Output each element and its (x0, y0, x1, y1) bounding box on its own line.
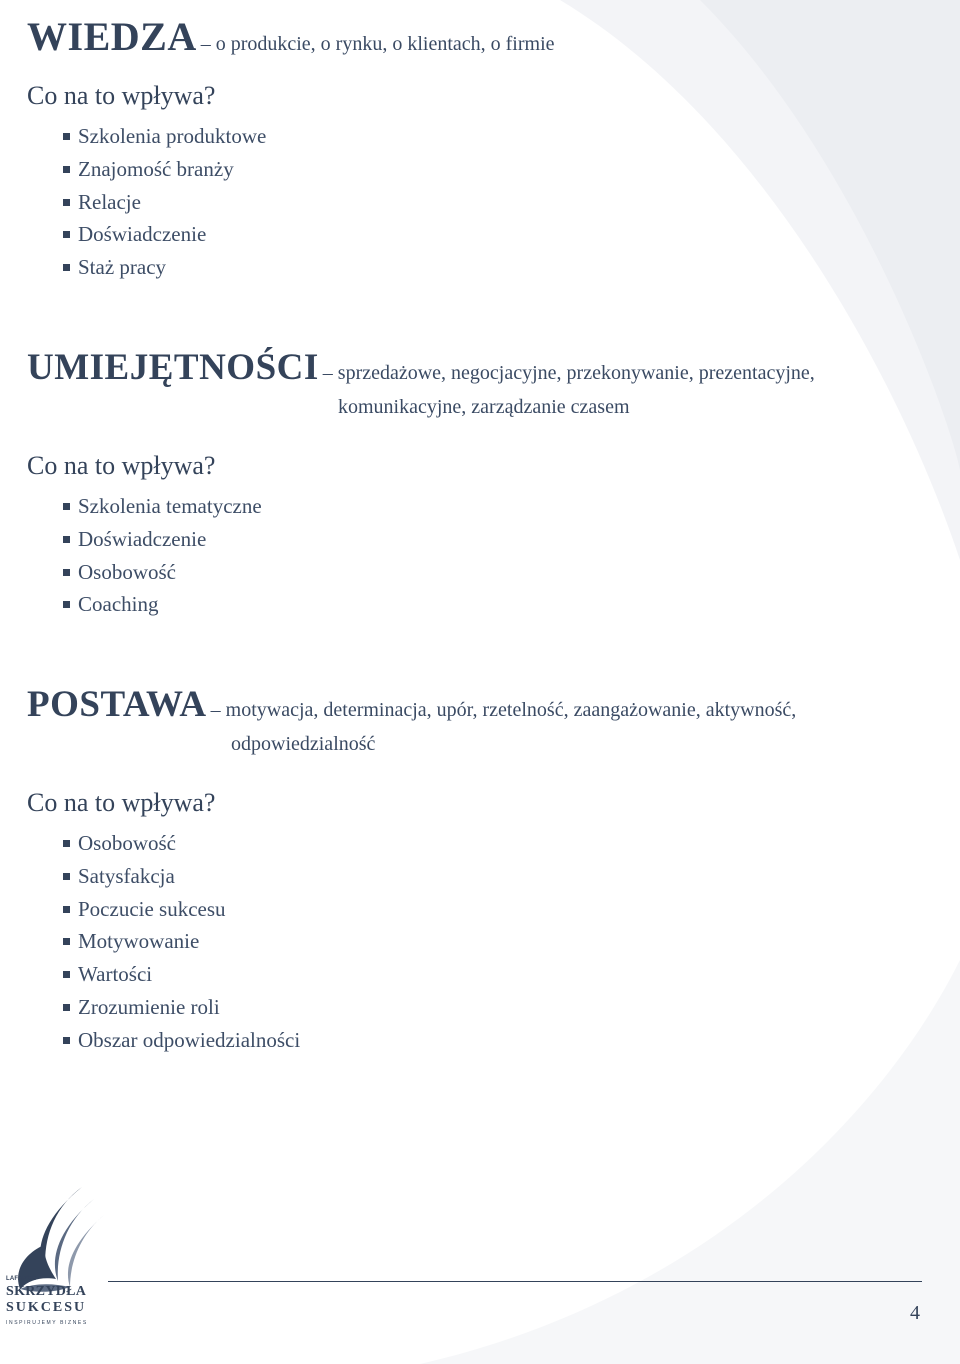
section-heading-umiejetnosci (27, 346, 815, 389)
section-heading-postawa (27, 683, 796, 726)
section-description: – motywacja, determinacja, upór, rzetelność, zaangażowanie, aktywność, (210, 699, 797, 721)
bullet-square-icon (63, 971, 70, 978)
bullet-square-icon (63, 601, 70, 608)
bullet-square-icon (63, 873, 70, 880)
list-item: Poczucie sukcesu (62, 893, 300, 926)
section-question: Co na to wpływa? (27, 81, 216, 110)
list-item: Osobowość (62, 827, 300, 860)
logo-brand: LAFARGE (6, 1276, 37, 1282)
section-description-continuation: odpowiedzialność (231, 733, 376, 755)
logo-text-line2: SUKCESU (6, 1300, 87, 1315)
bullet-list-umiejetnosci (62, 490, 262, 621)
bullet-square-icon (63, 133, 70, 140)
section-description: – sprzedażowe, negocjacyjne, przekonywanie, prezentacyjne, (322, 362, 815, 384)
list-item: Szkolenia produktowe (62, 120, 266, 153)
bullet-square-icon (63, 1037, 70, 1044)
logo-tagline: INSPIRUJEMY BIZNES (6, 1320, 88, 1326)
footer-divider (108, 1281, 922, 1282)
logo-text-line1: SKRZYDŁA (6, 1284, 87, 1299)
list-item: Wartości (62, 958, 300, 991)
bullet-square-icon (63, 536, 70, 543)
bullet-square-icon (63, 166, 70, 173)
page-number: 4 (910, 1302, 920, 1324)
bullet-square-icon (63, 199, 70, 206)
list-item: Relacje (62, 186, 266, 219)
list-item: Coaching (62, 588, 262, 621)
section-heading-wiedza (27, 13, 555, 60)
list-item: Obszar odpowiedzialności (62, 1024, 300, 1057)
list-item: Zrozumienie roli (62, 991, 300, 1024)
bullet-list-wiedza (62, 120, 266, 284)
bullet-square-icon (63, 906, 70, 913)
list-item: Osobowość (62, 556, 262, 589)
list-item: Szkolenia tematyczne (62, 490, 262, 523)
list-item: Motywowanie (62, 925, 300, 958)
list-item: Staż pracy (62, 251, 266, 284)
bullet-square-icon (63, 1004, 70, 1011)
section-description: – o produkcie, o rynku, o klientach, o firmie (200, 33, 555, 55)
list-item: Doświadczenie (62, 523, 262, 556)
bullet-square-icon (63, 840, 70, 847)
section-title: WIEDZA (27, 14, 197, 59)
list-item: Doświadczenie (62, 218, 266, 251)
bullet-square-icon (63, 231, 70, 238)
bullet-square-icon (63, 938, 70, 945)
section-question: Co na to wpływa? (27, 451, 216, 480)
bullet-list-postawa (62, 827, 300, 1057)
list-item: Satysfakcja (62, 860, 300, 893)
bullet-square-icon (63, 264, 70, 271)
section-title: UMIEJĘTNOŚCI (27, 347, 319, 388)
section-question: Co na to wpływa? (27, 788, 216, 817)
section-description-continuation: komunikacyjne, zarządzanie czasem (338, 396, 630, 418)
bullet-square-icon (63, 569, 70, 576)
list-item: Znajomość branży (62, 153, 266, 186)
bullet-square-icon (63, 503, 70, 510)
section-title: POSTAWA (27, 684, 207, 725)
